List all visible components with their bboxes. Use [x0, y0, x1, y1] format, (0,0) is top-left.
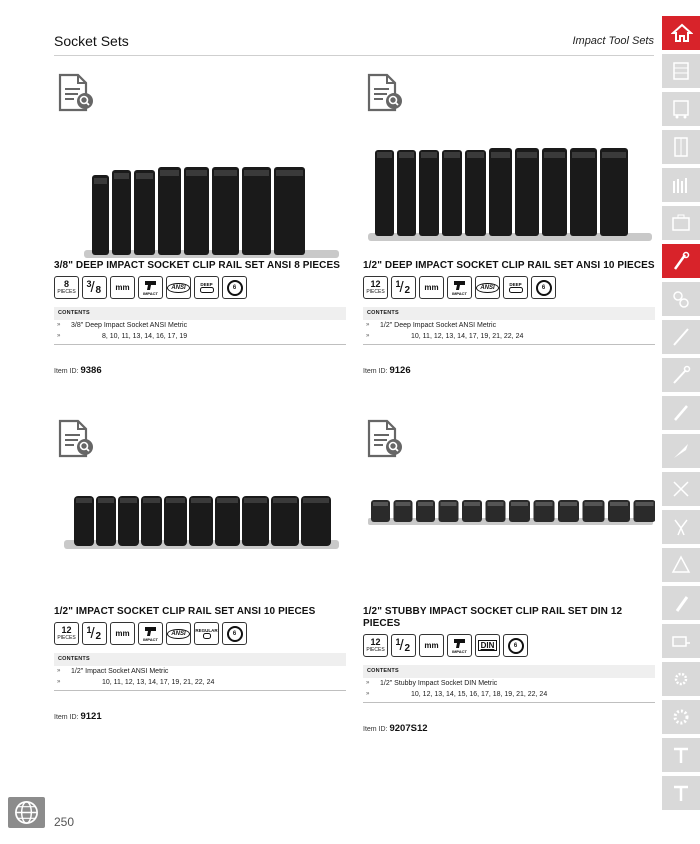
socket [542, 148, 567, 236]
socket [465, 150, 486, 236]
contents-header: CONTENTS [363, 307, 655, 320]
sidebar-tab-pliers[interactable] [662, 472, 700, 506]
hand-tools-icon [671, 175, 691, 195]
contents-row: » 3/8" Deep Impact Socket ANSI Metric [57, 322, 188, 329]
six-point-badge: 6 [531, 276, 556, 299]
item-id: Item ID: 9386 [54, 365, 102, 376]
ansi-badge: ANSI [166, 276, 191, 299]
six-point-badge: 6 [222, 276, 247, 299]
contents-divider [363, 702, 655, 703]
contents-divider [54, 690, 346, 691]
content-name: 3/8" Deep Impact Socket ANSI Metric [71, 322, 188, 329]
tool-trolley-icon [671, 99, 691, 119]
safety-icon [671, 555, 691, 575]
product-card [54, 418, 346, 738]
sidebar-tab-marker[interactable] [662, 586, 700, 620]
content-sizes: 8, 10, 11, 13, 14, 16, 17, 19 [102, 333, 188, 340]
gear-icon [671, 669, 691, 689]
sidebar-tab-knife[interactable] [662, 434, 700, 468]
sidebar-tab-cabinet[interactable] [662, 54, 700, 88]
language-button[interactable] [8, 797, 45, 828]
wrench-icon [671, 365, 691, 385]
datasheet-icon[interactable] [363, 418, 407, 462]
impact-gun-icon [452, 279, 468, 291]
contents-table [54, 653, 346, 691]
socket [515, 148, 539, 236]
spec-badges [363, 276, 556, 299]
tool-cabinet-icon [671, 61, 691, 81]
contents-header: CONTENTS [54, 653, 346, 666]
impact-gun-icon [143, 279, 159, 291]
contents-divider [54, 344, 346, 345]
category-title: Impact Tool Sets [572, 35, 654, 47]
contents-header: CONTENTS [54, 307, 346, 320]
socket [96, 496, 116, 546]
sidebar-tab-wrench[interactable] [662, 358, 700, 392]
socket [397, 150, 416, 236]
sidebar-tab-tap[interactable] [662, 738, 700, 772]
case-icon [671, 213, 691, 233]
drive-size-badge: 1 / 2 [391, 634, 416, 657]
contents-row: » 1/2" Deep Impact Socket ANSI Metric [366, 322, 497, 329]
contents-table [54, 307, 346, 345]
sidebar-tab-safety[interactable] [662, 548, 700, 582]
ansi-badge: ANSI [475, 276, 500, 299]
sidebar-tab-impact-sockets[interactable] [662, 244, 700, 278]
din-badge: DIN [475, 634, 500, 657]
content-name: 1/2" Impact Socket ANSI Metric [71, 668, 169, 675]
impact-badge: IMPACT [447, 634, 472, 657]
pieces-badge: 8 PIECES [54, 276, 79, 299]
sidebar-tab-torque[interactable] [662, 282, 700, 316]
cutter-icon [671, 517, 691, 537]
socket [271, 496, 299, 546]
product-card [363, 72, 655, 392]
datasheet-icon[interactable] [54, 418, 98, 462]
socket [570, 148, 597, 236]
socket [215, 496, 240, 546]
socket [184, 167, 209, 255]
item-id: Item ID: 9207S12 [363, 723, 428, 734]
content-sizes: 10, 12, 13, 14, 15, 16, 17, 18, 19, 21, 22, 24 [411, 691, 548, 698]
contents-divider [363, 344, 655, 345]
screwdriver-icon [671, 327, 691, 347]
metric-badge: mm [110, 622, 135, 645]
drive-size-badge: 3 / 8 [82, 276, 107, 299]
spec-badges [54, 276, 247, 299]
product-title: 1/2" IMPACT SOCKET CLIP RAIL SET ANSI 10 PIECES [54, 606, 316, 617]
length-badge: DEEP [503, 276, 528, 299]
socket [74, 496, 94, 546]
tap-icon [671, 745, 691, 765]
sidebar-tab-misc[interactable] [662, 776, 700, 810]
pieces-badge: 12 PIECES [363, 634, 388, 657]
item-id: Item ID: 9121 [54, 711, 102, 722]
socket [301, 496, 331, 546]
socket [375, 150, 394, 236]
metric-badge: mm [419, 634, 444, 657]
file-tool-icon [671, 403, 691, 423]
length-badge: REGULAR [194, 622, 219, 645]
impact-badge: IMPACT [138, 276, 163, 299]
impact-badge: IMPACT [138, 622, 163, 645]
sidebar-tab-gear2[interactable] [662, 700, 700, 734]
contents-row: » 8, 10, 11, 13, 14, 16, 17, 19 [57, 333, 188, 340]
product-photo [54, 118, 346, 273]
home-tab[interactable] [662, 16, 700, 50]
drive-size-badge: 1 / 2 [82, 622, 107, 645]
pieces-badge: 12 PIECES [54, 622, 79, 645]
socket [419, 150, 439, 236]
sidebar-tab-gears[interactable] [662, 662, 700, 696]
product-card [54, 72, 346, 392]
section-title: Socket Sets [54, 33, 129, 49]
gear-icon [671, 707, 691, 727]
product-card [363, 418, 655, 738]
datasheet-icon[interactable] [54, 72, 98, 116]
pliers-icon [671, 479, 691, 499]
socket [212, 167, 239, 255]
sidebar-tab-hand-tools[interactable] [662, 168, 700, 202]
sidebar-tab-measuring[interactable] [662, 624, 700, 658]
knife-icon [671, 441, 691, 461]
product-photo [54, 492, 346, 567]
datasheet-icon[interactable] [363, 72, 407, 116]
socket [600, 148, 628, 236]
spec-badges [363, 634, 528, 657]
socket [134, 170, 155, 255]
sidebar-tab-case[interactable] [662, 206, 700, 240]
sidebar-tab-trolley[interactable] [662, 92, 700, 126]
socket [112, 170, 131, 255]
six-point-badge: 6 [503, 634, 528, 657]
socket [189, 496, 213, 546]
socket [442, 150, 462, 236]
impact-sockets-icon [671, 251, 691, 271]
torque-icon [671, 289, 691, 309]
sidebar-tab-cutter[interactable] [662, 510, 700, 544]
contents-table [363, 665, 655, 703]
content-name: 1/2" Stubby Impact Socket DIN Metric [380, 680, 498, 687]
product-photo [363, 118, 655, 273]
content-sizes: 10, 11, 12, 13, 14, 17, 19, 21, 22, 24 [411, 333, 524, 340]
socket [141, 496, 162, 546]
contents-table [363, 307, 655, 345]
socket [158, 167, 181, 255]
sidebar-tab-storage[interactable] [662, 130, 700, 164]
socket [274, 167, 305, 255]
length-badge: DEEP [194, 276, 219, 299]
contents-header: CONTENTS [363, 665, 655, 678]
contents-row: » 1/2" Impact Socket ANSI Metric [57, 668, 169, 675]
home-icon [671, 23, 693, 43]
product-title: 1/2" DEEP IMPACT SOCKET CLIP RAIL SET ANSI 10 PIECES [363, 260, 655, 271]
content-name: 1/2" Deep Impact Socket ANSI Metric [380, 322, 497, 329]
socket [242, 496, 269, 546]
socket [242, 167, 271, 255]
sidebar-tab-file[interactable] [662, 396, 700, 430]
product-photo [363, 492, 655, 542]
socket [92, 175, 109, 255]
ansi-badge: ANSI [166, 622, 191, 645]
pieces-badge: 12 PIECES [363, 276, 388, 299]
six-point-badge: 6 [222, 622, 247, 645]
tool-storage-icon [671, 137, 691, 157]
socket [164, 496, 187, 546]
header-divider [54, 55, 654, 56]
impact-badge: IMPACT [447, 276, 472, 299]
metric-badge: mm [419, 276, 444, 299]
measuring-icon [671, 631, 691, 651]
metric-badge: mm [110, 276, 135, 299]
page-number: 250 [54, 815, 75, 829]
socket [118, 496, 139, 546]
drive-size-badge: 1 / 2 [391, 276, 416, 299]
contents-row: » 10, 11, 12, 13, 14, 17, 19, 21, 22, 24 [366, 333, 524, 340]
contents-row: » 10, 12, 13, 14, 15, 16, 17, 18, 19, 21, 22, 24 [366, 691, 548, 698]
contents-row: » 1/2" Stubby Impact Socket DIN Metric [366, 680, 498, 687]
contents-row: » 10, 11, 12, 13, 14, 17, 19, 21, 22, 24 [57, 679, 215, 686]
sidebar-tab-screwdriver[interactable] [662, 320, 700, 354]
globe-icon [13, 799, 40, 826]
t-handle-icon [671, 783, 691, 803]
item-id: Item ID: 9126 [363, 365, 411, 376]
socket [489, 148, 512, 236]
spec-badges [54, 622, 247, 645]
product-title: 1/2" STUBBY IMPACT SOCKET CLIP RAIL SET DIN 12 PIECES [363, 606, 623, 629]
impact-gun-icon [143, 625, 159, 637]
marker-icon [671, 593, 691, 613]
content-sizes: 10, 11, 12, 13, 14, 17, 19, 21, 22, 24 [102, 679, 215, 686]
product-title: 3/8" DEEP IMPACT SOCKET CLIP RAIL SET ANSI 8 PIECES [54, 260, 341, 271]
impact-gun-icon [452, 637, 468, 649]
